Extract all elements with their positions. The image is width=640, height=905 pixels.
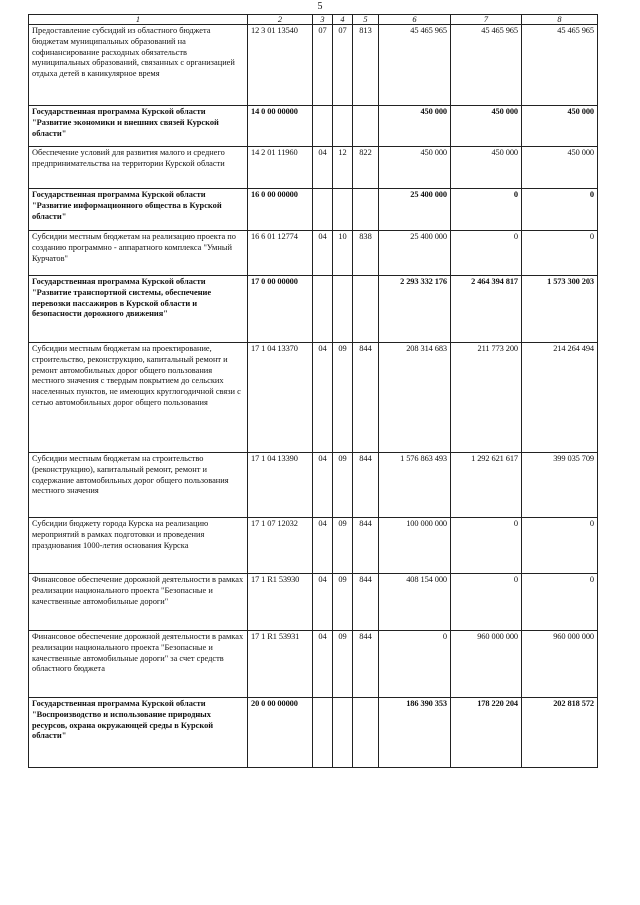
row-value-6: 408 154 000 [379, 574, 451, 631]
header-col-7: 7 [451, 15, 522, 25]
row-value-7: 178 220 204 [451, 698, 522, 768]
row-value-8: 0 [522, 518, 598, 574]
header-col-6: 6 [379, 15, 451, 25]
row-name: Предоставление субсидий из областного бюджета бюджетам муниципальных образований на софинансирование расходных обязательств муниципальных образований, связанных с организацией отдыха детей в каникулярное время [29, 25, 248, 106]
row-admin-code [353, 106, 379, 147]
row-subsection [333, 276, 353, 343]
table-row [29, 631, 598, 698]
row-subsection: 09 [333, 453, 353, 518]
row-value-7: 960 000 000 [451, 631, 522, 698]
row-value-6: 0 [379, 631, 451, 698]
row-code: 20 0 00 00000 [248, 698, 313, 768]
header-col-8: 8 [522, 15, 598, 25]
table-header-row [29, 15, 598, 25]
row-section: 04 [313, 518, 333, 574]
row-value-8: 45 465 965 [522, 25, 598, 106]
row-code: 17 1 R1 53930 [248, 574, 313, 631]
row-admin-code: 813 [353, 25, 379, 106]
table-row [29, 453, 598, 518]
row-value-6: 45 465 965 [379, 25, 451, 106]
row-admin-code: 844 [353, 574, 379, 631]
row-value-8: 0 [522, 574, 598, 631]
row-name: Субсидии местным бюджетам на проектирование, строительство, реконструкцию, капитальный ремонт и ремонт автомобильных дорог общего пользования местного значения с твердым покрытием до сельских населенных пунктов, не имеющих круглогодичной связи с сетью автомобильных дорог общего пользования [29, 343, 248, 453]
row-admin-code: 844 [353, 631, 379, 698]
row-value-8: 214 264 494 [522, 343, 598, 453]
row-value-7: 45 465 965 [451, 25, 522, 106]
row-code: 14 0 00 00000 [248, 106, 313, 147]
table-row [29, 574, 598, 631]
header-col-4: 4 [333, 15, 353, 25]
table-row [29, 343, 598, 453]
row-value-6: 1 576 863 493 [379, 453, 451, 518]
row-subsection: 09 [333, 574, 353, 631]
row-section: 04 [313, 574, 333, 631]
row-code: 12 3 01 13540 [248, 25, 313, 106]
row-admin-code: 822 [353, 147, 379, 189]
row-section [313, 276, 333, 343]
row-name: Субсидии местным бюджетам на строительство (реконструкцию), капитальный ремонт, ремонт и содержание автомобильных дорог общего пользования местного значения [29, 453, 248, 518]
row-admin-code: 844 [353, 518, 379, 574]
row-section: 04 [313, 453, 333, 518]
row-admin-code: 844 [353, 453, 379, 518]
row-section: 04 [313, 147, 333, 189]
row-name: Государственная программа Курской области "Развитие экономики и внешних связей Курской области" [29, 106, 248, 147]
header-col-1: 1 [29, 15, 248, 25]
page-number: 5 [317, 1, 323, 12]
row-subsection [333, 698, 353, 768]
row-code: 17 1 R1 53931 [248, 631, 313, 698]
row-section: 04 [313, 631, 333, 698]
row-value-6: 25 400 000 [379, 231, 451, 276]
row-name: Субсидии бюджету города Курска на реализацию мероприятий в рамках подготовки и проведения празднования 1000-летия основания Курска [29, 518, 248, 574]
row-value-8: 202 818 572 [522, 698, 598, 768]
table-row [29, 147, 598, 189]
row-value-6: 450 000 [379, 147, 451, 189]
row-section: 04 [313, 231, 333, 276]
row-value-8: 450 000 [522, 106, 598, 147]
row-value-7: 1 292 621 617 [451, 453, 522, 518]
row-value-8: 0 [522, 231, 598, 276]
header-col-3: 3 [313, 15, 333, 25]
row-admin-code: 844 [353, 343, 379, 453]
row-subsection: 09 [333, 631, 353, 698]
row-subsection [333, 189, 353, 231]
header-col-2: 2 [248, 15, 313, 25]
header-col-5: 5 [353, 15, 379, 25]
row-section [313, 106, 333, 147]
row-code: 14 2 01 11960 [248, 147, 313, 189]
row-admin-code [353, 276, 379, 343]
row-value-6: 25 400 000 [379, 189, 451, 231]
row-value-8: 960 000 000 [522, 631, 598, 698]
row-code: 17 1 07 12032 [248, 518, 313, 574]
table-row [29, 276, 598, 343]
row-value-7: 450 000 [451, 106, 522, 147]
row-value-7: 0 [451, 574, 522, 631]
row-subsection: 07 [333, 25, 353, 106]
row-value-7: 211 773 200 [451, 343, 522, 453]
row-code: 17 0 00 00000 [248, 276, 313, 343]
row-name: Государственная программа Курской области "Развитие транспортной системы, обеспечение перевозки пассажиров в Курской области и безопасности дорожного движения" [29, 276, 248, 343]
row-admin-code [353, 189, 379, 231]
row-code: 16 6 01 12774 [248, 231, 313, 276]
budget-table [28, 14, 598, 768]
row-code: 16 0 00 00000 [248, 189, 313, 231]
row-section [313, 698, 333, 768]
row-subsection: 09 [333, 518, 353, 574]
row-code: 17 1 04 13390 [248, 453, 313, 518]
row-value-6: 208 314 683 [379, 343, 451, 453]
row-name: Финансовое обеспечение дорожной деятельности в рамках реализации национального проекта "Безопасные и качественные автомобильные дороги" [29, 574, 248, 631]
row-value-6: 450 000 [379, 106, 451, 147]
row-value-7: 0 [451, 518, 522, 574]
row-name: Субсидии местным бюджетам на реализацию проекта по созданию программно - аппаратного комплекса "Умный Курчатов" [29, 231, 248, 276]
row-value-8: 0 [522, 189, 598, 231]
table-row [29, 106, 598, 147]
row-value-6: 186 390 353 [379, 698, 451, 768]
table-row [29, 518, 598, 574]
row-value-7: 2 464 394 817 [451, 276, 522, 343]
row-subsection: 10 [333, 231, 353, 276]
row-section: 07 [313, 25, 333, 106]
row-value-8: 1 573 300 203 [522, 276, 598, 343]
row-code: 17 1 04 13370 [248, 343, 313, 453]
row-section [313, 189, 333, 231]
row-name: Обеспечение условий для развития малого и среднего предпринимательства на территории Курской области [29, 147, 248, 189]
table-row [29, 698, 598, 768]
row-value-8: 450 000 [522, 147, 598, 189]
row-value-7: 0 [451, 189, 522, 231]
table-row [29, 189, 598, 231]
row-subsection: 09 [333, 343, 353, 453]
row-value-6: 100 000 000 [379, 518, 451, 574]
table-row [29, 25, 598, 106]
table-row [29, 231, 598, 276]
row-subsection [333, 106, 353, 147]
row-name: Финансовое обеспечение дорожной деятельности в рамках реализации национального проекта "Безопасные и качественные автомобильные дороги" за счет средств областного бюджета [29, 631, 248, 698]
row-value-8: 399 035 709 [522, 453, 598, 518]
row-value-7: 450 000 [451, 147, 522, 189]
row-subsection: 12 [333, 147, 353, 189]
row-admin-code [353, 698, 379, 768]
row-value-6: 2 293 332 176 [379, 276, 451, 343]
row-value-7: 0 [451, 231, 522, 276]
row-name: Государственная программа Курской области "Развитие информационного общества в Курской области" [29, 189, 248, 231]
row-admin-code: 838 [353, 231, 379, 276]
row-section: 04 [313, 343, 333, 453]
row-name: Государственная программа Курской области "Воспроизводство и использование природных ресурсов, охрана окружающей среды в Курской области" [29, 698, 248, 768]
